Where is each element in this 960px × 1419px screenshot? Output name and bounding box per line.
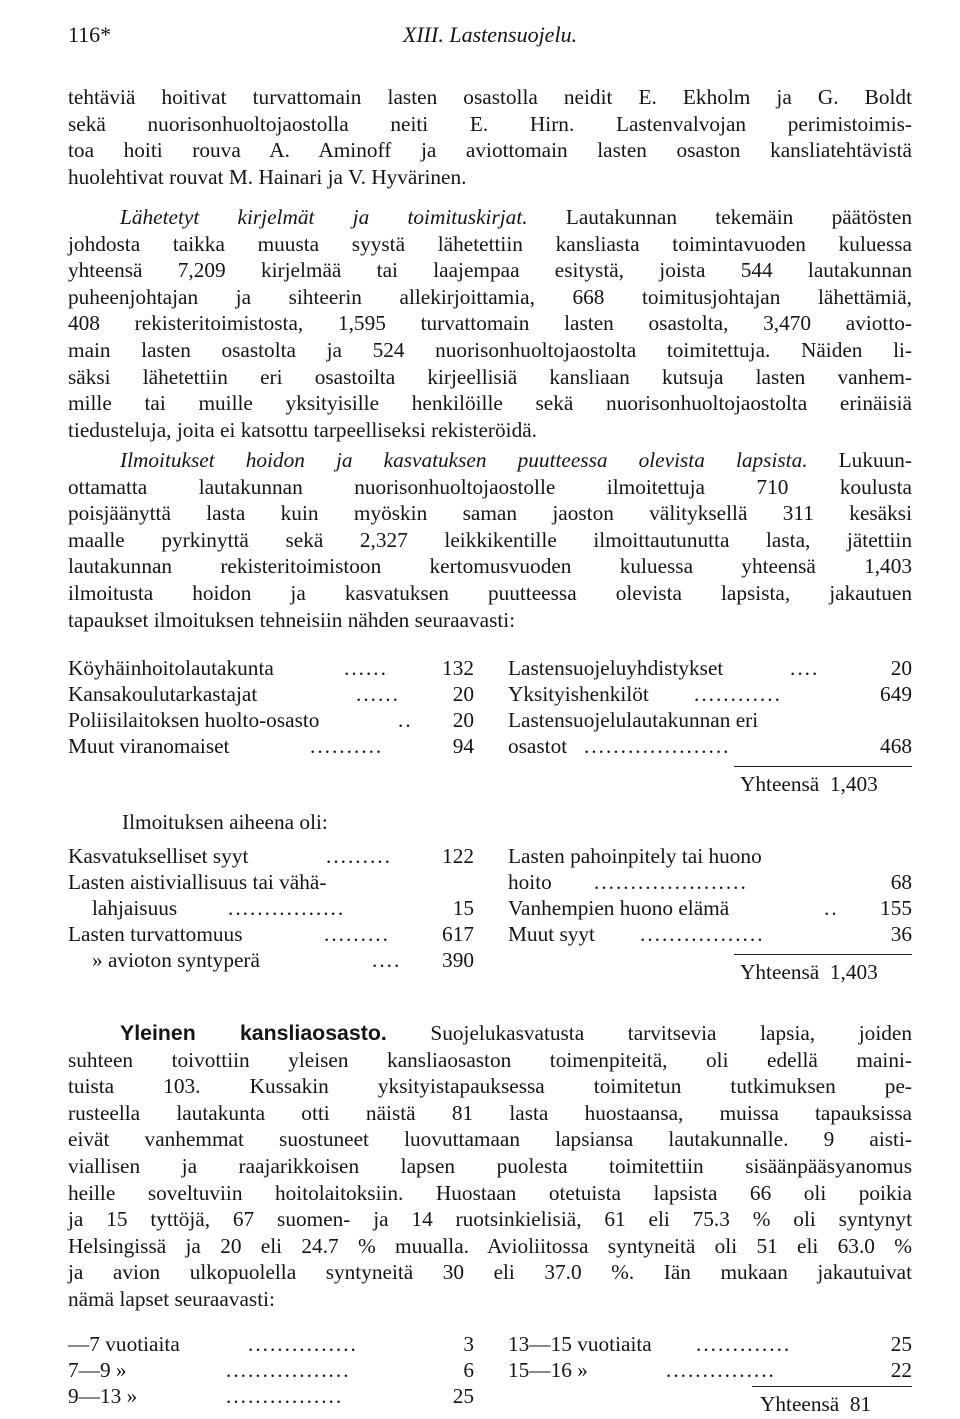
paragraph-letters xyxy=(68,204,912,443)
row-label: hoito xyxy=(508,870,552,894)
text-line xyxy=(68,204,912,231)
table-row xyxy=(68,1332,474,1358)
row-value: 20 xyxy=(452,708,474,732)
text-run: Lautakunnan tekemäin päätösten xyxy=(565,205,913,229)
text-line: 408 rekisteritoimistosta, 1,595 turvattomain lasten osastolta, 3,470 aviotto- xyxy=(68,311,912,336)
text-run: Suojelukasvatusta tarvitsevia lapsia, joiden xyxy=(430,1021,912,1045)
total-value: 81 xyxy=(849,1392,872,1416)
leader-dots: ............... xyxy=(666,1358,776,1382)
leader-dots: ......... xyxy=(324,922,390,946)
text-line: eivät vanhemmat suostuneet luovuttamaan lapsiansa lautakunnalle. 9 aisti- xyxy=(68,1127,912,1152)
row-value: 155 xyxy=(880,896,912,920)
section-heading: Ilmoitukset hoidon ja kasvatuksen puutteessa olevista lapsista. xyxy=(120,448,808,472)
leader-dots: ...... xyxy=(344,656,388,680)
leader-dots: ................ xyxy=(228,896,346,920)
leader-dots: .... xyxy=(372,948,402,972)
row-label: Lastensuojelulautakunnan eri xyxy=(508,708,759,732)
row-value: 36 xyxy=(890,922,912,946)
row-value: 68 xyxy=(890,870,912,894)
leader-dots: .................... xyxy=(584,734,731,758)
text-line: maalle pyrkinyttä sekä 2,327 leikkikentille ilmoittautunutta lasta, jätettiin xyxy=(68,527,912,552)
row-label: Lasten pahoinpitely tai huono xyxy=(508,844,762,868)
total-label: Yhteensä xyxy=(760,1392,840,1416)
total-label: Yhteensä xyxy=(740,772,820,796)
table-ages-left xyxy=(68,1332,474,1412)
row-label: 13—15 vuotiaita xyxy=(508,1332,652,1356)
row-label: 15—16 » xyxy=(508,1358,588,1382)
table-caption: Ilmoituksen aiheena oli: xyxy=(122,810,328,834)
table-senders-right xyxy=(508,656,912,766)
table-row xyxy=(508,870,912,896)
text-line: viallisen ja raajarikkoisen lapsen puolesta toimitettiin sisäänpääsyanomus xyxy=(68,1153,912,1178)
total-label: Yhteensä xyxy=(740,960,820,984)
text-line: suhteen toivottiin yleisen kansliaosaston toimenpiteitä, oli edellä maini- xyxy=(68,1047,912,1072)
row-label: Vanhempien huono elämä xyxy=(508,896,730,920)
table-row xyxy=(508,734,912,760)
section-heading: Lähetetyt kirjelmät ja toimituskirjat. xyxy=(120,205,528,229)
row-label: Muut viranomaiset xyxy=(68,734,230,758)
text-line: huolehtivat rouvat M. Hainari ja V. Hyvärinen. xyxy=(68,164,467,189)
total-value: 1,403 xyxy=(829,960,878,984)
table-row xyxy=(68,708,474,734)
row-label: Lasten turvattomuus xyxy=(68,922,243,946)
text-line: ja 15 tyttöjä, 67 suomen- ja 14 ruotsinkielisiä, 61 eli 75.3 % oli syntynyt xyxy=(68,1207,912,1232)
row-label: Kasvatukselliset syyt xyxy=(68,844,249,868)
table-reasons-left xyxy=(68,844,474,976)
table-row xyxy=(68,870,474,896)
leader-dots: .. xyxy=(824,896,839,920)
page-header xyxy=(68,14,912,50)
leader-dots: ..................... xyxy=(594,870,748,894)
text-line: säksi lähetettiin eri osastoilta kirjeellisiä kansliaan kutsuja lasten vanhem- xyxy=(68,364,912,389)
table-row xyxy=(68,734,474,760)
leader-dots: .... xyxy=(790,656,820,680)
text-line: ilmoitusta hoidon ja kasvatuksen puutteessa olevista lapsista, jakautuen xyxy=(68,580,912,605)
paragraph-notifications xyxy=(68,447,912,633)
row-label: Lastensuojeluyhdistykset xyxy=(508,656,724,680)
total-rule xyxy=(734,954,912,955)
text-line: Helsingissä ja 20 eli 24.7 % muualla. Avioliitossa syntyneitä oli 51 eli 63.0 % xyxy=(68,1233,912,1258)
text-line: tehtäviä hoitivat turvattomain lasten osastolla neidit E. Ekholm ja G. Boldt xyxy=(68,85,912,109)
table-row xyxy=(68,922,474,948)
section-heading: Yleinen kansliaosasto. xyxy=(120,1021,387,1045)
row-value: 468 xyxy=(880,734,912,758)
row-value: 25 xyxy=(452,1384,474,1408)
total-row xyxy=(740,772,878,797)
row-value: 25 xyxy=(890,1332,912,1356)
row-label: 9—13 » xyxy=(68,1384,138,1408)
leader-dots: ......... xyxy=(326,844,392,868)
leader-dots: ............ xyxy=(694,682,782,706)
row-value: 15 xyxy=(452,896,474,920)
text-line: sekä nuorisonhuoltojaostolla neiti E. Hirn. Lastenvalvojan perimistoimis- xyxy=(68,111,912,136)
paragraph-staff xyxy=(68,84,912,190)
table-row xyxy=(68,682,474,708)
row-value: 3 xyxy=(463,1332,474,1356)
row-value: 22 xyxy=(890,1358,912,1382)
text-line: ottamatta lautakunnan nuorisonhuoltojaostolle ilmoitettuja 710 koulusta xyxy=(68,474,912,499)
row-label: Kansakoulutarkastajat xyxy=(68,682,258,706)
text-line: nämä lapset seuraavasti: xyxy=(68,1286,275,1311)
leader-dots: ................. xyxy=(640,922,765,946)
text-line: poisjäänyttä lasta kuin myöskin saman jaoston välityksellä 311 kesäksi xyxy=(68,501,912,526)
text-line: tapaukset ilmoituksen tehneisiin nähden seuraavasti: xyxy=(68,607,516,632)
row-value: 122 xyxy=(442,844,474,868)
text-line: toa hoiti rouva A. Aminoff ja aviottomain lasten osaston kansliatehtävistä xyxy=(68,138,912,163)
text-line: rusteella lautakunta otti näistä 81 lasta huostaansa, muissa tapauksissa xyxy=(68,1100,912,1125)
table-row xyxy=(508,656,912,682)
leader-dots: ............... xyxy=(248,1332,358,1356)
total-row xyxy=(760,1392,871,1417)
table-ages-right xyxy=(508,1332,912,1388)
text-line: tuista 103. Kussakin yksityistapauksessa toimitetun tutkimuksen pe- xyxy=(68,1074,912,1099)
text-line: ja avion ulkopuolella syntyneitä 30 eli 37.0 %. Iän mukaan jakautuivat xyxy=(68,1260,912,1285)
table-row xyxy=(508,922,912,948)
table-row xyxy=(68,844,474,870)
table-senders-left xyxy=(68,656,474,766)
text-line: main lasten osastolta ja 524 nuorisonhuoltojaostolta toimitettuja. Näiden li- xyxy=(68,337,912,362)
row-label: —7 vuotiaita xyxy=(68,1332,180,1356)
table-row xyxy=(508,844,912,870)
row-value: 94 xyxy=(452,734,474,758)
row-value: 617 xyxy=(442,922,474,946)
table-reasons-right xyxy=(508,844,912,954)
table-row xyxy=(508,708,912,734)
leader-dots: ............. xyxy=(696,1332,792,1356)
leader-dots: ................. xyxy=(226,1358,351,1382)
table-row xyxy=(508,682,912,708)
row-value: 20 xyxy=(452,682,474,706)
leader-dots: ...... xyxy=(356,682,400,706)
table-row xyxy=(68,1384,474,1410)
table-row xyxy=(68,656,474,682)
table-row xyxy=(508,1358,912,1384)
row-label: » avioton syntyperä xyxy=(92,948,260,972)
row-label: Köyhäinhoitolautakunta xyxy=(68,656,274,680)
leader-dots: .. xyxy=(398,708,413,732)
row-value: 6 xyxy=(463,1358,474,1382)
table-row xyxy=(68,896,474,922)
leader-dots: .......... xyxy=(310,734,384,758)
running-title: XIII. Lastensuojelu. xyxy=(402,22,578,47)
row-label: Lasten aistiviallisuus tai vähä- xyxy=(68,870,327,894)
row-value: 390 xyxy=(442,948,474,972)
paragraph-general-office xyxy=(68,1020,912,1313)
text-line: tiedusteluja, joita ei katsottu tarpeelliseksi rekisteröidä. xyxy=(68,417,537,442)
text-run: Lukuun- xyxy=(838,448,912,472)
row-value: 649 xyxy=(880,682,912,706)
text-line: lautakunnan rekisteritoimistoon kertomusvuoden kuluessa yhteensä 1,403 xyxy=(68,554,912,579)
text-line: johdosta taikka muusta syystä lähetettiin kansliasta toimintavuoden kuluessa xyxy=(68,231,912,256)
row-value: 132 xyxy=(442,656,474,680)
total-rule xyxy=(752,1386,912,1387)
row-label: Muut syyt xyxy=(508,922,595,946)
total-rule xyxy=(734,766,912,767)
table-row xyxy=(68,948,474,974)
row-label: osastot xyxy=(508,734,568,758)
text-line: heille soveltuviin hoitolaitoksiin. Huostaan otetuista lapsista 66 oli poikia xyxy=(68,1180,912,1205)
row-label: 7—9 » xyxy=(68,1358,127,1382)
text-line xyxy=(68,1020,912,1047)
page-number: 116* xyxy=(68,22,112,47)
total-row xyxy=(740,960,878,985)
table-row xyxy=(508,896,912,922)
text-line: mille tai muille yksityisille henkilöille sekä nuorisonhuoltojaostolta erinäisiä xyxy=(68,391,912,416)
row-value: 20 xyxy=(890,656,912,680)
row-label: Yksityishenkilöt xyxy=(508,682,649,706)
row-label: lahjaisuus xyxy=(92,896,178,920)
text-line: yhteensä 7,209 kirjelmää tai laajempaa esitystä, joista 544 lautakunnan xyxy=(68,258,912,283)
row-label: Poliisilaitoksen huolto-osasto xyxy=(68,708,320,732)
text-line xyxy=(68,447,912,474)
table-row xyxy=(68,1358,474,1384)
total-value: 1,403 xyxy=(829,772,878,796)
text-line: puheenjohtajan ja sihteerin allekirjoittamia, 668 toimitusjohtajan lähettämiä, xyxy=(68,284,912,309)
table-row xyxy=(508,1332,912,1358)
leader-dots: ................ xyxy=(226,1384,344,1408)
